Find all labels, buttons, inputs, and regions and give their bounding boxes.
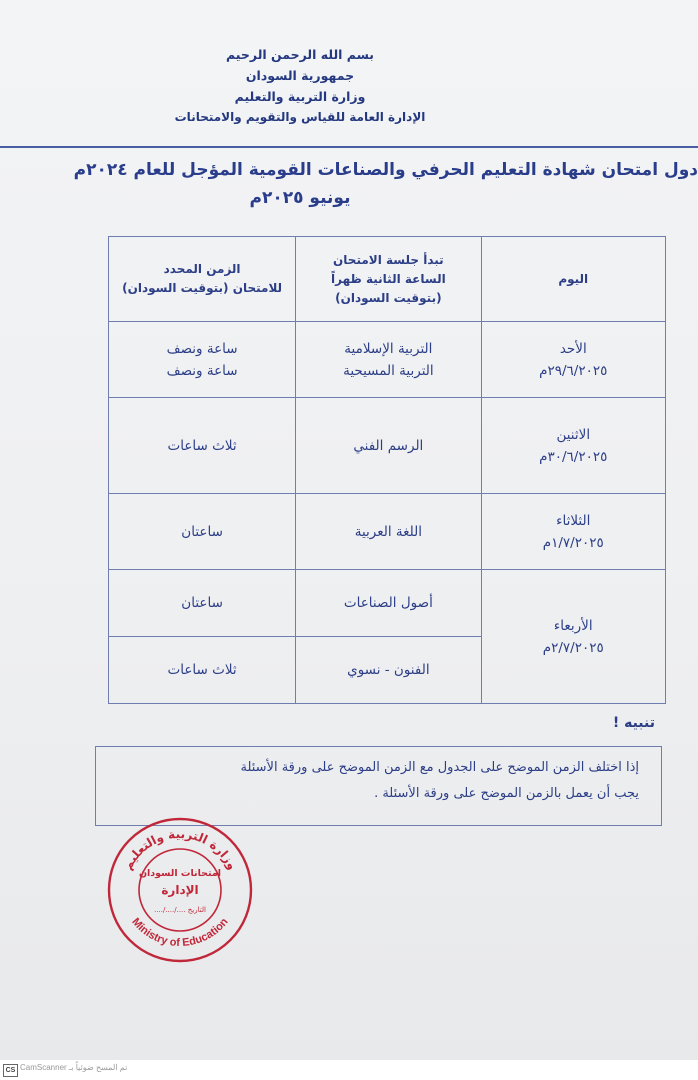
basmala: بسم الله الرحمن الرحيم: [226, 47, 374, 62]
header-divider: [0, 146, 698, 148]
header-day: اليوم: [481, 237, 665, 322]
table-row: [109, 570, 666, 637]
document-subtitle: يونيو ٢٠٢٥م: [249, 188, 351, 208]
duration-cell: ساعتان: [109, 570, 296, 637]
header-session-start: تبدأ جلسة الامتحان الساعة الثانية ظهراً (بتوقيت السودان): [296, 237, 481, 322]
table-row: [109, 494, 666, 570]
subject-cell: أصول الصناعات: [296, 570, 481, 637]
day-cell: الأربعاء ٢/٧/٢٠٢٥م: [481, 570, 665, 704]
stamp-date-line: التاريخ ..../..../....: [154, 906, 206, 914]
notice-box: [95, 746, 662, 826]
subject-cell: اللغة العربية: [296, 494, 481, 570]
table-row: [109, 398, 666, 494]
duration-cell: ساعتان: [109, 494, 296, 570]
letterhead: [0, 44, 600, 128]
notice-line: إذا اختلف الزمن الموضح على الجدول مع الزمن الموضح على ورقة الأسئلة: [240, 760, 639, 775]
exam-schedule-table: [108, 236, 666, 704]
document-title: دول امتحان شهادة التعليم الحرفي والصناعات القومية المؤجل للعام ٢٠٢٤م: [73, 160, 698, 180]
ministry-name: وزارة التربية والتعليم: [234, 89, 366, 104]
notice-heading: تنبيه !: [612, 715, 655, 731]
stamp-arc-top: وزارة التربية والتعليم: [120, 826, 240, 873]
stamp-line-a: امتحانات السودان: [138, 868, 222, 879]
ministry-stamp: [104, 816, 256, 964]
day-cell: الأحد ٢٩/٦/٢٠٢٥م: [481, 322, 665, 398]
department-name: الإدارة العامة للقياس والتقويم والامتحانات: [174, 110, 426, 124]
country-name: جمهورية السودان: [245, 68, 355, 83]
day-cell: الاثنين ٣٠/٦/٢٠٢٥م: [481, 398, 665, 494]
stamp-arc-bottom: Ministry of Education: [129, 915, 231, 950]
subject-cell: الرسم الفني: [296, 398, 481, 494]
header-duration: الزمن المحدد للامتحان (بتوقيت السودان): [109, 237, 296, 322]
stamp-line-b: الإدارة: [161, 883, 199, 897]
scanner-watermark: CamScanner تم المسح ضوئياً بـ: [20, 1063, 128, 1072]
duration-cell: ثلاث ساعات: [109, 398, 296, 494]
table-header-row: [109, 237, 666, 322]
camscanner-logo-icon: CS: [3, 1064, 18, 1077]
duration-cell: ساعة ونصف ساعة ونصف: [109, 322, 296, 398]
day-cell: الثلاثاء ١/٧/٢٠٢٥م: [481, 494, 665, 570]
svg-text:Ministry of Education: [129, 916, 231, 949]
subject-cell: التربية الإسلامية التربية المسيحية: [296, 322, 481, 398]
notice-line: يجب أن يعمل بالزمن الموضح على ورقة الأسئلة .: [374, 786, 639, 801]
table-row: [109, 322, 666, 398]
subject-cell: الفنون - نسوي: [296, 637, 481, 704]
duration-cell: ثلاث ساعات: [109, 637, 296, 704]
